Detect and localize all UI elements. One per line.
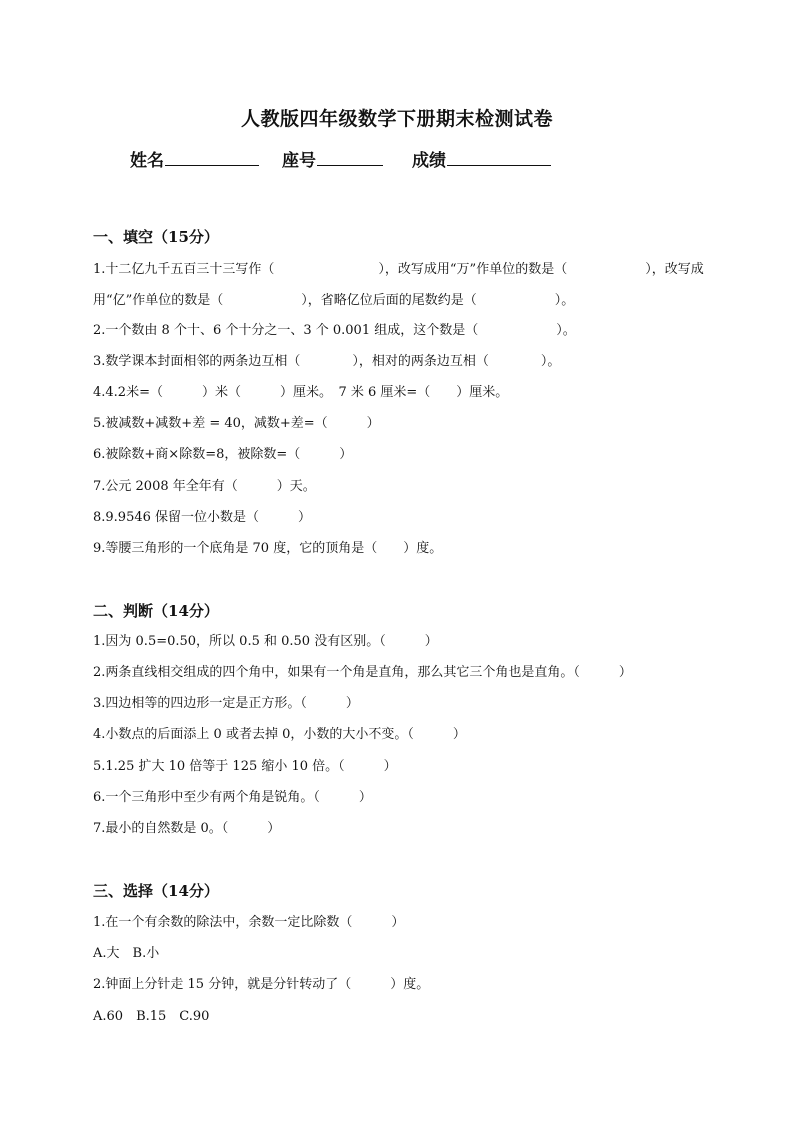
seat-field	[282, 146, 383, 171]
score-blank[interactable]	[447, 147, 551, 166]
question-item: 4.4.2米=（ ）米（ ）厘米。 7 米 6 厘米=（ ）厘米。	[93, 385, 509, 400]
answer-options: A.60 B.15 C.90	[93, 1009, 210, 1024]
section-true-false-title: 二、判断（14分）	[93, 602, 219, 620]
question-item: 7.最小的自然数是 0。（ ）	[93, 821, 281, 836]
question-item: 2.一个数由 8 个十、6 个十分之一、3 个 0.001 组成，这个数是（ ）。	[93, 323, 576, 338]
question-item: 7.公元 2008 年全年有（ ）天。	[93, 479, 316, 494]
student-info-row	[0, 146, 794, 172]
question-item: 6.被除数+商×除数=8，被除数=（ ）	[93, 447, 353, 462]
section-fill-in-title: 一、填空（15分）	[93, 228, 219, 246]
question-item: 4.小数点的后面添上 0 或者去掉 0，小数的大小不变。（ ）	[93, 727, 466, 742]
seat-blank[interactable]	[317, 147, 383, 166]
name-blank[interactable]	[165, 147, 259, 166]
page-title: 人教版四年级数学下册期末检测试卷	[240, 108, 553, 130]
question-item: 5.1.25 扩大 10 倍等于 125 缩小 10 倍。（ ）	[93, 759, 397, 774]
question-item: 2.两条直线相交组成的四个角中，如果有一个角是直角，那么其它三个角也是直角。（ ）	[93, 665, 632, 680]
score-field	[412, 146, 551, 171]
question-item: 1.十二亿九千五百三十三写作（ ），改写成用“万”作单位的数是（ ），改写成用“亿”作单位的数是（ ），省略亿位后面的尾数约是（ ）。	[93, 262, 704, 308]
question-item: 1.在一个有余数的除法中，余数一定比除数（ ）	[93, 915, 405, 930]
question-item: 5.被减数+减数+差 = 40，减数+差=（ ）	[93, 416, 380, 431]
question-item: 3.四边相等的四边形一定是正方形。（ ）	[93, 696, 359, 711]
question-item: 1.因为 0.5=0.50，所以 0.5 和 0.50 没有区别。（ ）	[93, 634, 438, 649]
question-item: 9.等腰三角形的一个底角是 70 度，它的顶角是（ ）度。	[93, 541, 443, 556]
question-item: 8.9.9546 保留一位小数是（ ）	[93, 510, 312, 525]
name-label: 姓名	[130, 151, 164, 171]
answer-options: A.大 B.小	[93, 946, 160, 961]
score-label: 成绩	[412, 151, 446, 171]
name-field	[130, 146, 259, 171]
section-multiple-choice-title: 三、选择（14分）	[93, 882, 219, 900]
question-item: 6.一个三角形中至少有两个角是锐角。（ ）	[93, 790, 372, 805]
seat-label: 座号	[282, 151, 316, 171]
question-item: 2.钟面上分针走 15 分钟，就是分针转动了（ ）度。	[93, 977, 430, 992]
question-item: 3.数学课本封面相邻的两条边互相（ ），相对的两条边互相（ ）。	[93, 354, 561, 369]
